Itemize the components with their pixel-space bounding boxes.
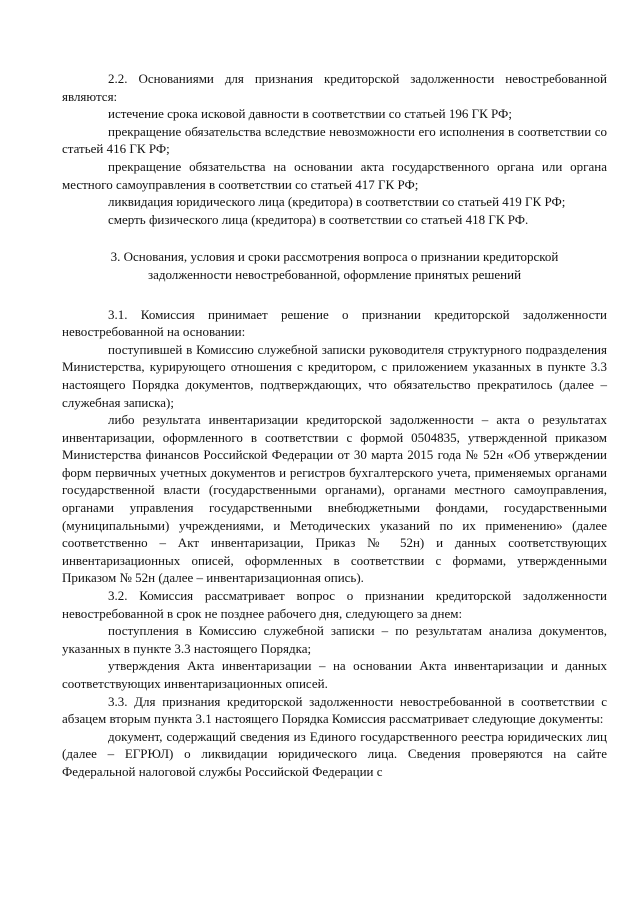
- section-3-heading: 3. Основания, условия и сроки рассмотрения вопроса о признании кредиторской задолженности невостребованной, оформление принятых решений: [110, 249, 559, 282]
- clause-3-1-intro: 3.1. Комиссия принимает решение о признании кредиторской задолженности невостребованной на основании:: [62, 306, 607, 340]
- clause-3-1-item-2: либо результата инвентаризации кредиторской задолженности – акта о результатах инвентаризации, оформленного в соответствии с формой 0504835, утвержденной приказом Министерства финансов Российской Федерации от 30 марта 2015 года № 52н «Об утверждении форм первичных учетных документов и регистров бухгалтерского учета, применяемых органами государственной власти (государственными органами), органами местного самоуправления, органами управления государственными внебюджетными фондами, государственными (муниципальными) учреждениями, и Методических указаний по их применению» (далее соответственно – Акт инвентаризации, Приказ № 52н) и данных соответствующих инвентаризационных описей, оформленных в соответствии с формами, утвержденными Приказом № 52н (далее – инвентаризационная опись).: [62, 412, 607, 586]
- clause-3-2-intro: 3.2. Комиссия рассматривает вопрос о признании кредиторской задолженности невостребованной в срок не позднее рабочего дня, следующего за днем:: [62, 588, 607, 621]
- clause-3-3-item-1: документ, содержащий сведения из Единого государственного реестра юридических лиц (далее – ЕГРЮЛ) о ликвидации юридического лица. Сведения проверяются на сайте Федеральной налоговой службы Российской Федерации с: [62, 728, 607, 779]
- clause-2-2-intro: 2.2. Основаниями для признания кредиторской задолженности невостребованной являются:: [62, 71, 607, 104]
- clause-3-2-item-1: поступления в Комиссию служебной записки – по результатам анализа документов, указанных в пункте 3.3 настоящего Порядка;: [62, 623, 607, 656]
- clause-2-2-item-1: истечение срока исковой давности в соответствии со статьей 196 ГК РФ;: [108, 106, 512, 122]
- clause-2-2-item-2: прекращение обязательства вследствие невозможности его исполнения в соответствии со статьей 416 ГК РФ;: [62, 123, 607, 157]
- document-body: [62, 70, 607, 781]
- clause-3-2-item-2: утверждения Акта инвентаризации – на основании Акта инвентаризации и данных соответствующих инвентаризационных описей.: [62, 658, 607, 691]
- clause-2-2-item-3: прекращение обязательства на основании акта государственного органа или органа местного самоуправления в соответствии со статьей 417 ГК РФ;: [62, 158, 607, 192]
- clause-2-2-item-5: смерть физического лица (кредитора) в соответствии со статьей 418 ГК РФ.: [108, 211, 529, 227]
- clause-2-2-item-4: ликвидация юридического лица (кредитора) в соответствии со статьей 419 ГК РФ;: [108, 194, 566, 210]
- clause-3-3-intro: 3.3. Для признания кредиторской задолженности невостребованной в соответствии с абзацем вторым пункта 3.1 настоящего Порядка Комиссия рассматривает следующие документы:: [62, 693, 607, 727]
- clause-3-1-item-1: поступившей в Комиссию служебной записки руководителя структурного подразделения Министерства, курирующего отношения с кредитором, с приложением указанных в пункте 3.3 настоящего Порядка документов, подтверждающих, что обязательство прекратилось (далее – служебная записка);: [62, 341, 607, 410]
